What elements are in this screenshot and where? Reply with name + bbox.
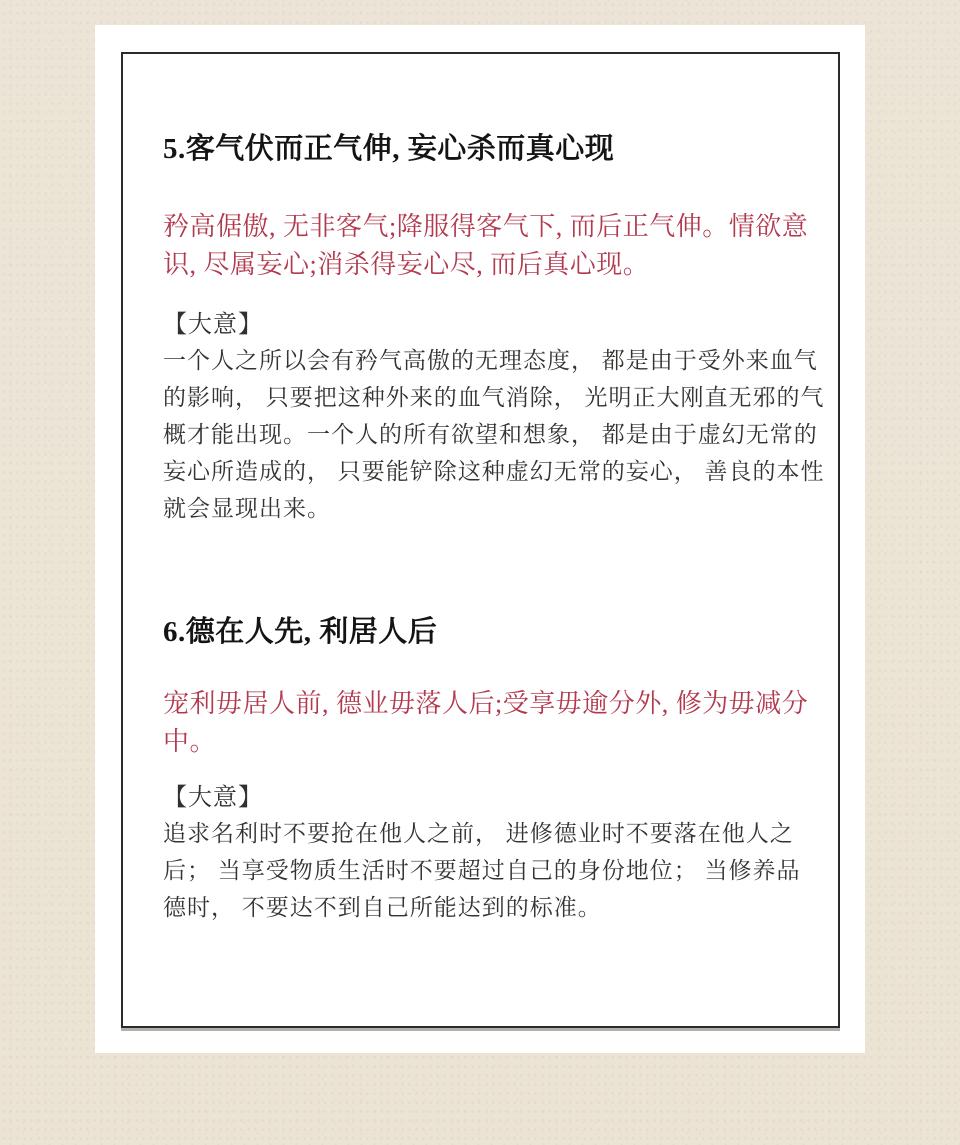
meaning-line: 妄心所造成的， 只要能铲除这种虚幻无常的妄心， 善良的本性 xyxy=(163,459,825,484)
meaning-line: 追求名利时不要抢在他人之前， 进修德业时不要落在他人之 xyxy=(163,821,794,846)
section-6-meaning-label: 【大意】 xyxy=(163,785,263,811)
section-5-meaning-text xyxy=(163,342,825,527)
meaning-line: 就会显现出来。 xyxy=(163,496,331,521)
section-6-heading: 6.德在人先, 利居人后 xyxy=(163,616,438,648)
quote-line: 矜高倨傲, 无非客气;降服得客气下, 而后正气伸。情欲意 xyxy=(163,212,809,241)
meaning-line: 一个人之所以会有矜气高傲的无理态度， 都是由于受外来血气 xyxy=(163,348,818,373)
meaning-line: 后； 当享受物质生活时不要超过自己的身份地位； 当修养品 xyxy=(163,858,801,883)
section-5 xyxy=(163,130,825,527)
section-6-quote xyxy=(163,685,809,761)
section-6 xyxy=(163,613,809,926)
meaning-line: 德时， 不要达不到自己所能达到的标准。 xyxy=(163,895,602,920)
section-5-quote xyxy=(163,208,809,284)
meaning-line: 的影响， 只要把这种外来的血气消除， 光明正大刚直无邪的气 xyxy=(163,385,825,410)
section-6-meaning-text xyxy=(163,815,802,926)
quote-line: 识, 尽属妄心;消杀得妄心尽, 而后真心现。 xyxy=(163,250,650,279)
section-5-meaning-label: 【大意】 xyxy=(163,312,263,338)
content-card xyxy=(95,25,865,1053)
quote-line: 中。 xyxy=(163,727,217,756)
quote-line: 宠利毋居人前, 德业毋落人后;受享毋逾分外, 修为毋减分 xyxy=(163,689,809,718)
meaning-line: 概才能出现。一个人的所有欲望和想象， 都是由于虚幻无常的 xyxy=(163,422,818,447)
inner-frame xyxy=(121,52,840,1028)
section-5-heading: 5.客气伏而正气伸, 妄心杀而真心现 xyxy=(163,133,615,165)
